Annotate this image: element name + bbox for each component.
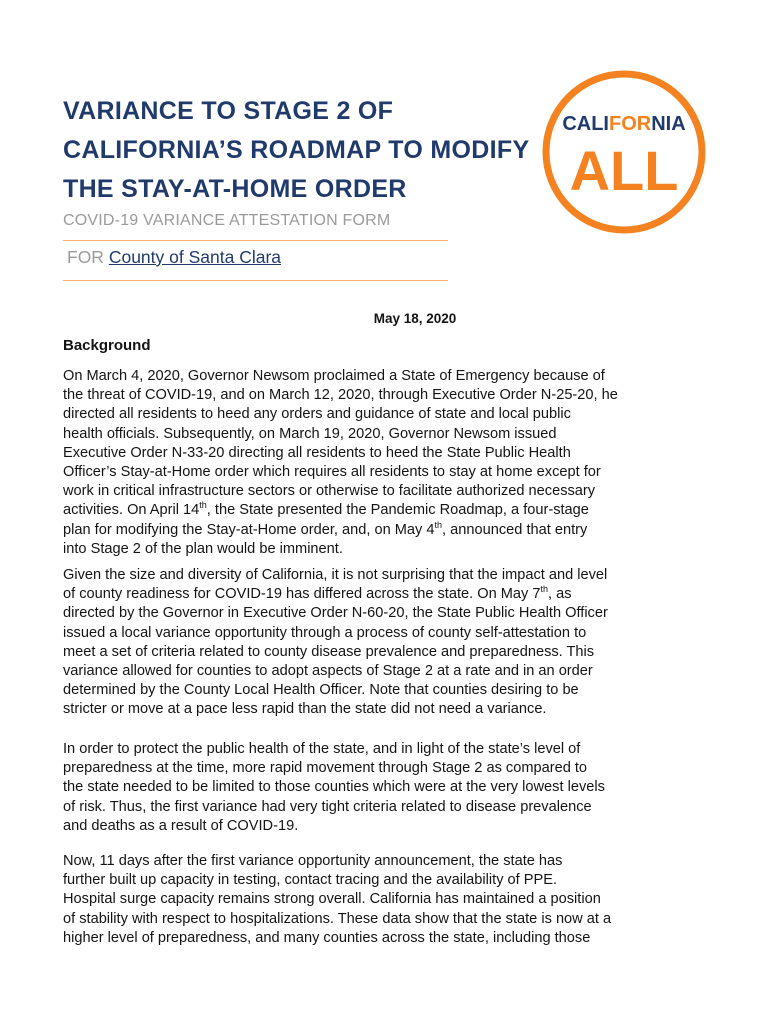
paragraph-line: directed all residents to heed any orders and guidance of state and local public bbox=[63, 406, 571, 423]
paragraph-line: the state needed to be limited to those counties which were at the very lowest levels bbox=[63, 779, 605, 796]
paragraph-line: work in critical infrastructure sectors or otherwise to facilitate authorized necessary bbox=[63, 483, 596, 500]
title-line-2: CALIFORNIA’S ROADMAP TO MODIFY bbox=[63, 136, 530, 164]
paragraph-line: Executive Order N-33-20 directing all residents to heed the State Public Health bbox=[63, 444, 571, 461]
paragraph-line: preparedness at the time, more rapid movement through Stage 2 as compared to bbox=[63, 760, 588, 777]
superscript: th bbox=[199, 500, 207, 511]
text-run: , announced that entry bbox=[442, 521, 588, 538]
paragraph-line: Hospital surge capacity remains strong overall. California has maintained a position bbox=[63, 891, 601, 908]
document-title bbox=[63, 92, 533, 209]
text-run: , as bbox=[548, 586, 572, 603]
paragraph-2 bbox=[63, 566, 723, 720]
title-line-3: THE STAY-AT-HOME ORDER bbox=[63, 175, 407, 203]
divider-bottom bbox=[63, 280, 448, 281]
paragraph-3 bbox=[63, 740, 723, 836]
paragraph-line: variance allowed for counties to adopt aspects of Stage 2 at a rate and in an order bbox=[63, 663, 593, 680]
document-date: May 18, 2020 bbox=[373, 311, 457, 326]
divider-top bbox=[63, 240, 448, 241]
county-line bbox=[67, 247, 281, 268]
text-run: of county readiness for COVID-19 has differed across the state. On May 7 bbox=[63, 586, 541, 603]
paragraph-line: determined by the County Local Health Officer. Note that counties desiring to be bbox=[63, 682, 579, 699]
paragraph-line: stricter or move at a pace less rapid than the state did not need a variance. bbox=[63, 701, 547, 718]
section-heading-background: Background bbox=[63, 337, 151, 354]
paragraph-line: In order to protect the public health of the state, and in light of the state’s level of bbox=[63, 741, 581, 757]
california-all-logo bbox=[540, 68, 708, 236]
paragraph-line bbox=[63, 501, 723, 520]
form-subtitle: COVID-19 VARIANCE ATTESTATION FORM bbox=[63, 212, 391, 229]
paragraph-line: directed by the Governor in Executive Order N-60-20, the State Public Health Officer bbox=[63, 605, 608, 622]
paragraph-4 bbox=[63, 852, 723, 948]
paragraph-line: issued a local variance opportunity through a process of county self-attestation to bbox=[63, 624, 587, 641]
paragraph-line: further built up capacity in testing, contact tracing and the availability of PPE. bbox=[63, 872, 558, 889]
paragraph-line: Now, 11 days after the first variance opportunity announcement, the state has bbox=[63, 853, 563, 869]
paragraph-line: meet a set of criteria related to county disease prevalence and preparedness. This bbox=[63, 643, 595, 660]
paragraph-line: Given the size and diversity of California, it is not surprising that the impact and level bbox=[63, 567, 608, 583]
superscript: th bbox=[540, 584, 549, 595]
paragraph-line bbox=[63, 585, 723, 604]
for-label: FOR bbox=[67, 247, 104, 267]
text-run: , the State presented the Pandemic Roadmap, a four-stage bbox=[206, 502, 589, 519]
title-line-1: VARIANCE TO STAGE 2 OF bbox=[63, 97, 394, 125]
paragraph-line: On March 4, 2020, Governor Newsom proclaimed a State of Emergency because of bbox=[63, 368, 605, 384]
paragraph-line: and deaths as a result of COVID-19. bbox=[63, 817, 299, 834]
logo-all: ALL bbox=[569, 139, 679, 202]
county-name: County of Santa Clara bbox=[108, 247, 282, 267]
superscript: th bbox=[434, 519, 443, 530]
text-run: activities. On April 14 bbox=[63, 502, 200, 519]
paragraph-line: of stability with respect to hospitalizations. These data show that the state is now at a bbox=[63, 910, 612, 927]
paragraph-line: into Stage 2 of the plan would be imminent. bbox=[63, 540, 343, 557]
paragraph-line: health officials. Subsequently, on March 19, 2020, Governor Newsom issued bbox=[63, 425, 557, 442]
logo-wordmark: CALIFORNIA bbox=[562, 113, 686, 135]
paragraph-line: Officer’s Stay-at-Home order which requires all residents to stay at home except for bbox=[63, 464, 601, 481]
paragraph-line bbox=[63, 521, 723, 540]
paragraph-1 bbox=[63, 367, 723, 559]
paragraph-line: higher level of preparedness, and many counties across the state, including those bbox=[63, 929, 591, 946]
text-run: plan for modifying the Stay-at-Home order, and, on May 4 bbox=[63, 521, 435, 538]
paragraph-line: the threat of COVID-19, and on March 12, 2020, through Executive Order N-25-20, he bbox=[63, 387, 618, 404]
paragraph-line: of risk. Thus, the first variance had very tight criteria related to disease prevalence bbox=[63, 798, 592, 815]
